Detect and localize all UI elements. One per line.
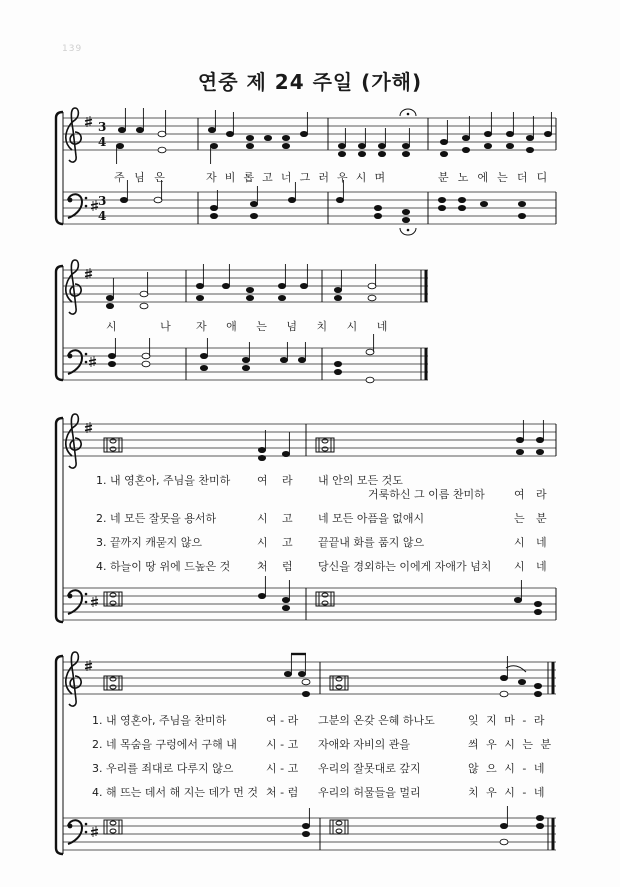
verse-ending: 처 <box>257 560 268 573</box>
verse-ending: 여 <box>514 488 525 501</box>
verse-text: 1. 내 영혼아, 주님을 찬미하 <box>92 714 227 727</box>
lyric-line: 시 나 <box>106 320 191 333</box>
lyric-line: 분 노 에 는 더 디 <box>438 171 551 184</box>
verse-ending: 네 <box>536 560 547 573</box>
verse-text: 3. 우리를 죄대로 다루지 않으 <box>92 762 234 775</box>
svg-text:4: 4 <box>98 209 107 223</box>
verse-text: 4. 해 뜨는 데서 해 지는 데가 먼 것 <box>92 786 258 799</box>
verse-text: 우리의 허물들을 멀리 <box>318 786 421 799</box>
svg-text:3: 3 <box>98 120 107 134</box>
verse-ending: 럼 <box>282 560 293 573</box>
verse-text: 4. 하늘이 땅 위에 드높은 것 <box>96 560 231 573</box>
verse-ending: 시 <box>257 512 268 525</box>
verse-ending: 라 <box>282 474 293 487</box>
verse-ending: 고 <box>282 512 293 525</box>
verse-text: 당신을 경외하는 이에게 자애가 넘치 <box>318 560 492 573</box>
verse-ending: 씌 우 시 는 분 <box>468 738 554 751</box>
verse-ending: 시 - 고 <box>266 762 299 775</box>
verse-text: 2. 네 모든 잘못을 용서하 <box>96 512 217 525</box>
svg-text:3: 3 <box>98 194 107 208</box>
lyric-line: 주 님 은 <box>114 171 168 184</box>
verse-ending: 처 - 럼 <box>266 786 299 799</box>
verse-text: 그분의 온갖 은혜 하나도 <box>318 714 435 727</box>
verse-text: 우리의 잘못대로 갚지 <box>318 762 421 775</box>
verse-text: 거룩하신 그 이름 찬미하 <box>368 488 485 501</box>
svg-text:4: 4 <box>98 135 107 149</box>
verse-text: 내 안의 모든 것도 <box>318 474 403 487</box>
verse-text: 3. 끝까지 캐묻지 않으 <box>96 536 202 549</box>
verse-ending: 않 으 시 - 네 <box>468 762 547 775</box>
psalm-system-2 <box>56 652 556 854</box>
verse-ending: 네 <box>536 536 547 549</box>
verse-ending: 여 - 라 <box>266 714 299 727</box>
verse-ending: 라 <box>536 488 547 501</box>
verse-ending: 시 <box>514 560 525 573</box>
page-number: 139 <box>62 44 83 54</box>
verse-ending: 시 <box>514 536 525 549</box>
lyric-line: 자 비 롭 고 너 그 러 우 시 며 <box>206 171 388 184</box>
verse-ending: 분 <box>536 512 547 525</box>
verse-text: 2. 네 목숨을 구렁에서 구해 내 <box>92 738 237 751</box>
verse-ending: 잊 지 마 - 라 <box>468 714 547 727</box>
verse-ending: 치 우 시 - 네 <box>468 786 547 799</box>
verse-text: 네 모든 아픔을 없애시 <box>318 512 425 525</box>
verse-text: 1. 내 영혼아, 주님을 찬미하 <box>96 474 231 487</box>
lyric-line: 자 애 는 넘 치 시 네 <box>196 320 396 333</box>
time-signature <box>98 120 106 223</box>
page-title: 연중 제 24 주일 (가해) <box>197 70 423 94</box>
verse-ending: 여 <box>257 474 268 487</box>
verse-ending: 고 <box>282 536 293 549</box>
verse-text: 자애와 자비의 관을 <box>318 738 411 751</box>
verse-text: 끝끝내 화를 품지 않으 <box>318 536 425 549</box>
verse-ending: 시 - 고 <box>266 738 299 751</box>
verse-ending: 는 <box>514 512 525 525</box>
verse-ending: 시 <box>257 536 268 549</box>
